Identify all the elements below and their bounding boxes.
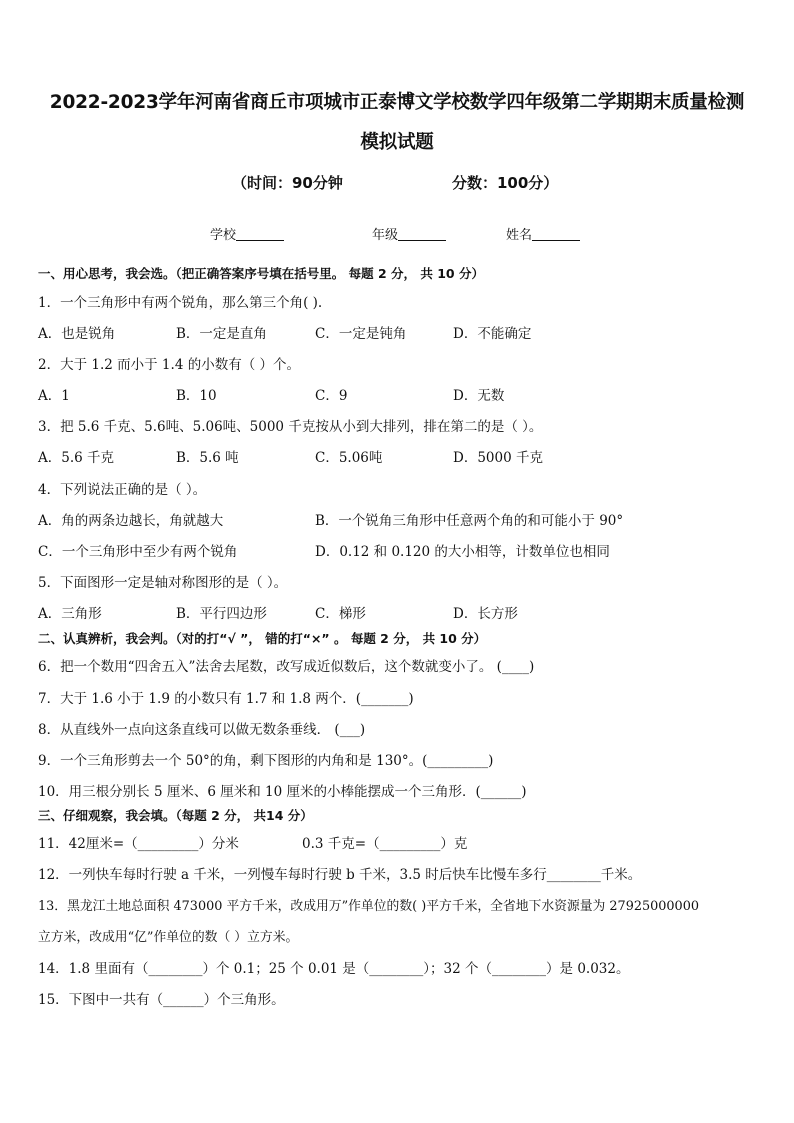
question-10: 10．用三根分别长 5 厘米、6 厘米和 10 厘米的小棒能摆成一个三角形．(______): [38, 784, 527, 800]
name-field[interactable]: [506, 224, 580, 243]
exam-score: 分数：100分）: [452, 174, 559, 192]
section-1-heading: 一、用心思考，我会选。（把正确答案序号填在括号里。 每题 2 分， 共 10 分）: [38, 266, 484, 281]
q1-option-b[interactable]: B．一定是直角: [176, 326, 267, 342]
question-14: 14．1.8 里面有（________）个 0.1；25 个 0.01 是（________）；32 个（________）是 0.032。: [38, 961, 630, 977]
q3-option-c[interactable]: C．5.06吨: [315, 450, 383, 466]
q4-option-b[interactable]: B．一个锐角三角形中任意两个角的和可能小于 90°: [315, 513, 624, 529]
school-blank[interactable]: [236, 228, 284, 241]
question-4: 4．下列说法正确的是（ ）。: [38, 482, 207, 498]
question-11-part1: 11．42厘米=（_________）分米: [38, 836, 239, 852]
question-8: 8．从直线外一点向这条直线可以做无数条垂线． (___): [38, 722, 366, 738]
q5-option-b[interactable]: B．平行四边形: [176, 606, 267, 622]
q2-option-a[interactable]: A．1: [38, 388, 70, 404]
q4-option-c[interactable]: C．一个三角形中至少有两个锐角: [38, 544, 238, 560]
question-13-line2: 立方米，改成用“亿”作单位的数（ ）立方米。: [38, 930, 299, 945]
question-11-part2: 0.3 千克=（_________）克: [302, 836, 468, 852]
q1-option-d[interactable]: D．不能确定: [453, 326, 532, 342]
question-9: 9．一个三角形剪去一个 50°的角，剩下图形的内角和是 130°。(_________): [38, 753, 494, 769]
question-3: 3．把 5.6 千克、5.6吨、5.06吨、5000 千克按从小到大排列，排在第二的是（ ）。: [38, 419, 543, 435]
q3-option-d[interactable]: D．5000 千克: [453, 450, 543, 466]
question-6: 6．把一个数用“四舍五入”法舍去尾数，改写成近似数后，这个数就变小了。 (____): [38, 659, 535, 675]
q1-option-a[interactable]: A．也是锐角: [38, 326, 116, 342]
q4-option-d[interactable]: D．0.12 和 0.120 的大小相等，计数单位也相同: [315, 544, 610, 560]
grade-label: 年级: [372, 228, 399, 243]
question-15: 15．下图中一共有（______）个三角形。: [38, 992, 285, 1008]
q5-option-c[interactable]: C．梯形: [315, 606, 366, 622]
grade-field[interactable]: [372, 224, 446, 243]
question-2: 2．大于 1.2 而小于 1.4 的小数有（ ）个。: [38, 357, 300, 373]
question-1: 1．一个三角形中有两个锐角，那么第三个角( ).: [38, 295, 323, 311]
exam-title-line1: 2022-2023学年河南省商丘市项城市正泰博文学校数学四年级第二学期期末质量检测: [49, 92, 745, 113]
school-label: 学校: [210, 228, 237, 243]
q5-option-d[interactable]: D．长方形: [453, 606, 518, 622]
question-7: 7．大于 1.6 小于 1.9 的小数只有 1.7 和 1.8 两个．(_______): [38, 691, 414, 707]
q2-option-c[interactable]: C．9: [315, 388, 348, 404]
q5-option-a[interactable]: A．三角形: [38, 606, 102, 622]
exam-time: （时间：90分钟: [232, 174, 343, 192]
question-5: 5．下面图形一定是轴对称图形的是（ ）。: [38, 575, 288, 591]
exam-title-line2: 模拟试题: [360, 132, 434, 153]
question-12: 12．一列快车每时行驶 a 千米，一列慢车每时行驶 b 千米，3.5 时后快车比慢车多行________千米。: [38, 867, 642, 883]
question-13-line1: 13．黑龙江土地总面积 473000 平方千米，改成用万”作单位的数( )平方千米，全省地下水资源量为 27925000000: [38, 899, 699, 914]
grade-blank[interactable]: [398, 228, 446, 241]
q2-option-b[interactable]: B．10: [176, 388, 217, 404]
q3-option-a[interactable]: A．5.6 千克: [38, 450, 115, 466]
section-3-heading: 三、仔细观察，我会填。（每题 2 分， 共14 分）: [38, 808, 313, 823]
name-blank[interactable]: [532, 228, 580, 241]
school-field[interactable]: [210, 224, 284, 243]
q4-option-a[interactable]: A．角的两条边越长，角就越大: [38, 513, 224, 529]
q2-option-d[interactable]: D．无数: [453, 388, 505, 404]
q1-option-c[interactable]: C．一定是钝角: [315, 326, 407, 342]
section-2-heading: 二、认真辨析，我会判。（对的打“√ ”， 错的打“×” 。 每题 2 分， 共 10 分）: [38, 631, 487, 646]
q3-option-b[interactable]: B．5.6 吨: [176, 450, 239, 466]
name-label: 姓名: [506, 228, 533, 243]
